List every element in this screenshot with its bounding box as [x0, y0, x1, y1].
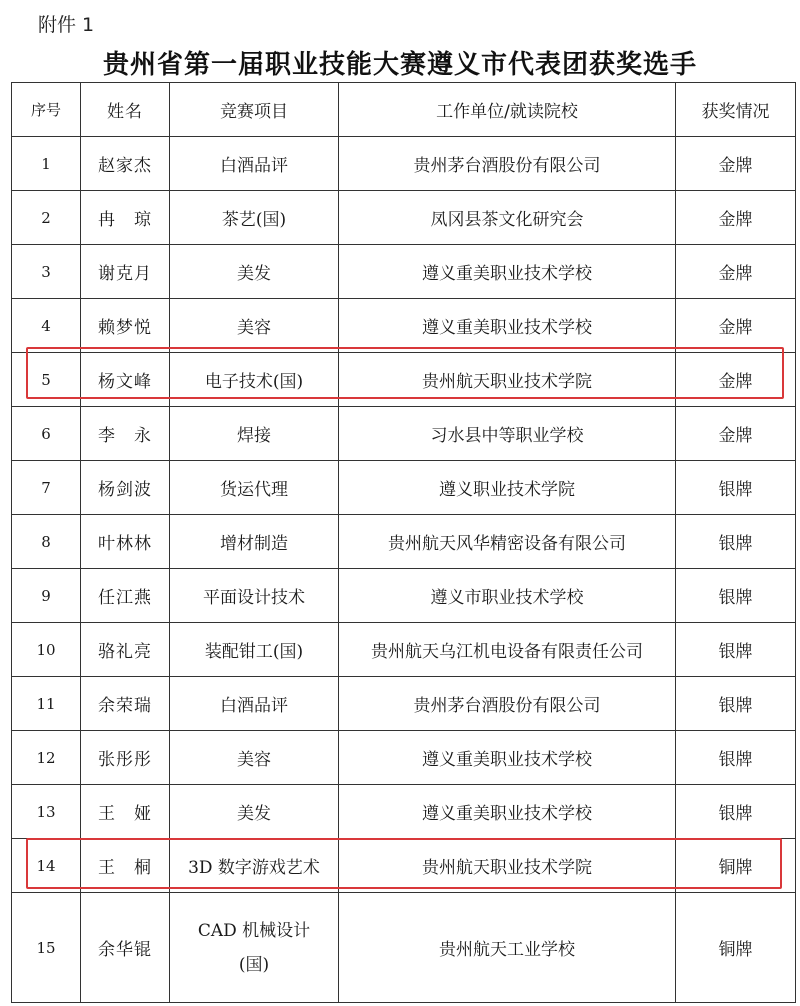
header-name: 姓名 [81, 83, 170, 137]
cell-no: 4 [12, 299, 81, 353]
header-event: 竞赛项目 [170, 83, 339, 137]
cell-no: 8 [12, 515, 81, 569]
table-row [12, 677, 796, 731]
cell-award: 银牌 [676, 731, 796, 785]
cell-name: 任江燕 [81, 569, 170, 623]
cell-no: 13 [12, 785, 81, 839]
cell-no: 14 [12, 839, 81, 893]
cell-award: 金牌 [676, 137, 796, 191]
cell-unit: 习水县中等职业学校 [339, 407, 676, 461]
header-award: 获奖情况 [676, 83, 796, 137]
cell-event-line: CAD 机械设计 [197, 920, 311, 941]
table-row [12, 839, 796, 893]
award-table [11, 82, 796, 1003]
cell-no: 6 [12, 407, 81, 461]
cell-unit: 贵州航天乌江机电设备有限责任公司 [339, 623, 676, 677]
header-no: 序号 [12, 83, 81, 137]
cell-no: 11 [12, 677, 81, 731]
cell-name: 骆礼亮 [81, 623, 170, 677]
cell-event: 焊接 [170, 407, 339, 461]
cell-award: 金牌 [676, 245, 796, 299]
cell-no: 7 [12, 461, 81, 515]
table-row [12, 191, 796, 245]
cell-unit: 遵义重美职业技术学校 [339, 299, 676, 353]
cell-event: 茶艺(国) [170, 191, 339, 245]
document-title: 贵州省第一届职业技能大赛遵义市代表团获奖选手 [102, 50, 697, 80]
cell-event: 装配钳工(国) [170, 623, 339, 677]
table-row [12, 353, 796, 407]
cell-name: 余荣瑞 [81, 677, 170, 731]
table-header-row [12, 83, 796, 137]
table-row [12, 515, 796, 569]
cell-award: 银牌 [676, 515, 796, 569]
cell-no: 2 [12, 191, 81, 245]
cell-unit: 遵义市职业技术学校 [339, 569, 676, 623]
cell-unit: 贵州茅台酒股份有限公司 [339, 677, 676, 731]
cell-unit: 遵义职业技术学院 [339, 461, 676, 515]
cell-name: 杨文峰 [81, 353, 170, 407]
cell-name: 赖梦悦 [81, 299, 170, 353]
cell-event: 美发 [170, 245, 339, 299]
cell-award: 金牌 [676, 191, 796, 245]
cell-name: 赵家杰 [81, 137, 170, 191]
cell-award: 银牌 [676, 461, 796, 515]
cell-name: 王 娅 [81, 785, 170, 839]
table-row [12, 299, 796, 353]
cell-no: 3 [12, 245, 81, 299]
cell-name: 杨剑波 [81, 461, 170, 515]
cell-unit: 凤冈县茶文化研究会 [339, 191, 676, 245]
cell-no: 1 [12, 137, 81, 191]
table-row [12, 893, 796, 1003]
cell-event: 电子技术(国) [170, 353, 339, 407]
cell-event [170, 893, 339, 1003]
table-row [12, 407, 796, 461]
cell-unit: 遵义重美职业技术学校 [339, 245, 676, 299]
cell-award: 铜牌 [676, 893, 796, 1003]
table-row [12, 569, 796, 623]
cell-no: 15 [12, 893, 81, 1003]
cell-event: 平面设计技术 [170, 569, 339, 623]
table-row [12, 623, 796, 677]
cell-award: 银牌 [676, 623, 796, 677]
cell-unit: 贵州茅台酒股份有限公司 [339, 137, 676, 191]
table-row [12, 461, 796, 515]
cell-award: 银牌 [676, 569, 796, 623]
cell-event: 货运代理 [170, 461, 339, 515]
cell-event: 白酒品评 [170, 137, 339, 191]
cell-unit: 遵义重美职业技术学校 [339, 731, 676, 785]
cell-award: 铜牌 [676, 839, 796, 893]
cell-name: 王 桐 [81, 839, 170, 893]
cell-name: 冉 琼 [81, 191, 170, 245]
cell-award: 银牌 [676, 677, 796, 731]
cell-name: 张彤彤 [81, 731, 170, 785]
cell-award: 银牌 [676, 785, 796, 839]
cell-event: 美容 [170, 731, 339, 785]
cell-unit: 贵州航天职业技术学院 [339, 353, 676, 407]
cell-name: 谢克月 [81, 245, 170, 299]
cell-event: 美容 [170, 299, 339, 353]
cell-unit: 贵州航天风华精密设备有限公司 [339, 515, 676, 569]
cell-event-line: (国) [238, 954, 270, 975]
cell-unit: 贵州航天职业技术学院 [339, 839, 676, 893]
header-unit: 工作单位/就读院校 [339, 83, 676, 137]
cell-name: 叶林林 [81, 515, 170, 569]
cell-event: 白酒品评 [170, 677, 339, 731]
attachment-label: 附件 1 [38, 14, 95, 36]
cell-no: 12 [12, 731, 81, 785]
cell-name: 余华锟 [81, 893, 170, 1003]
cell-no: 10 [12, 623, 81, 677]
table-row [12, 245, 796, 299]
cell-event: 美发 [170, 785, 339, 839]
cell-event: 增材制造 [170, 515, 339, 569]
table-row [12, 785, 796, 839]
table-row [12, 731, 796, 785]
cell-unit: 贵州航天工业学校 [339, 893, 676, 1003]
cell-award: 金牌 [676, 299, 796, 353]
table-row [12, 137, 796, 191]
cell-no: 5 [12, 353, 81, 407]
cell-event: 3D 数字游戏艺术 [170, 839, 339, 893]
cell-award: 金牌 [676, 353, 796, 407]
cell-name: 李 永 [81, 407, 170, 461]
cell-unit: 遵义重美职业技术学校 [339, 785, 676, 839]
cell-no: 9 [12, 569, 81, 623]
cell-award: 金牌 [676, 407, 796, 461]
